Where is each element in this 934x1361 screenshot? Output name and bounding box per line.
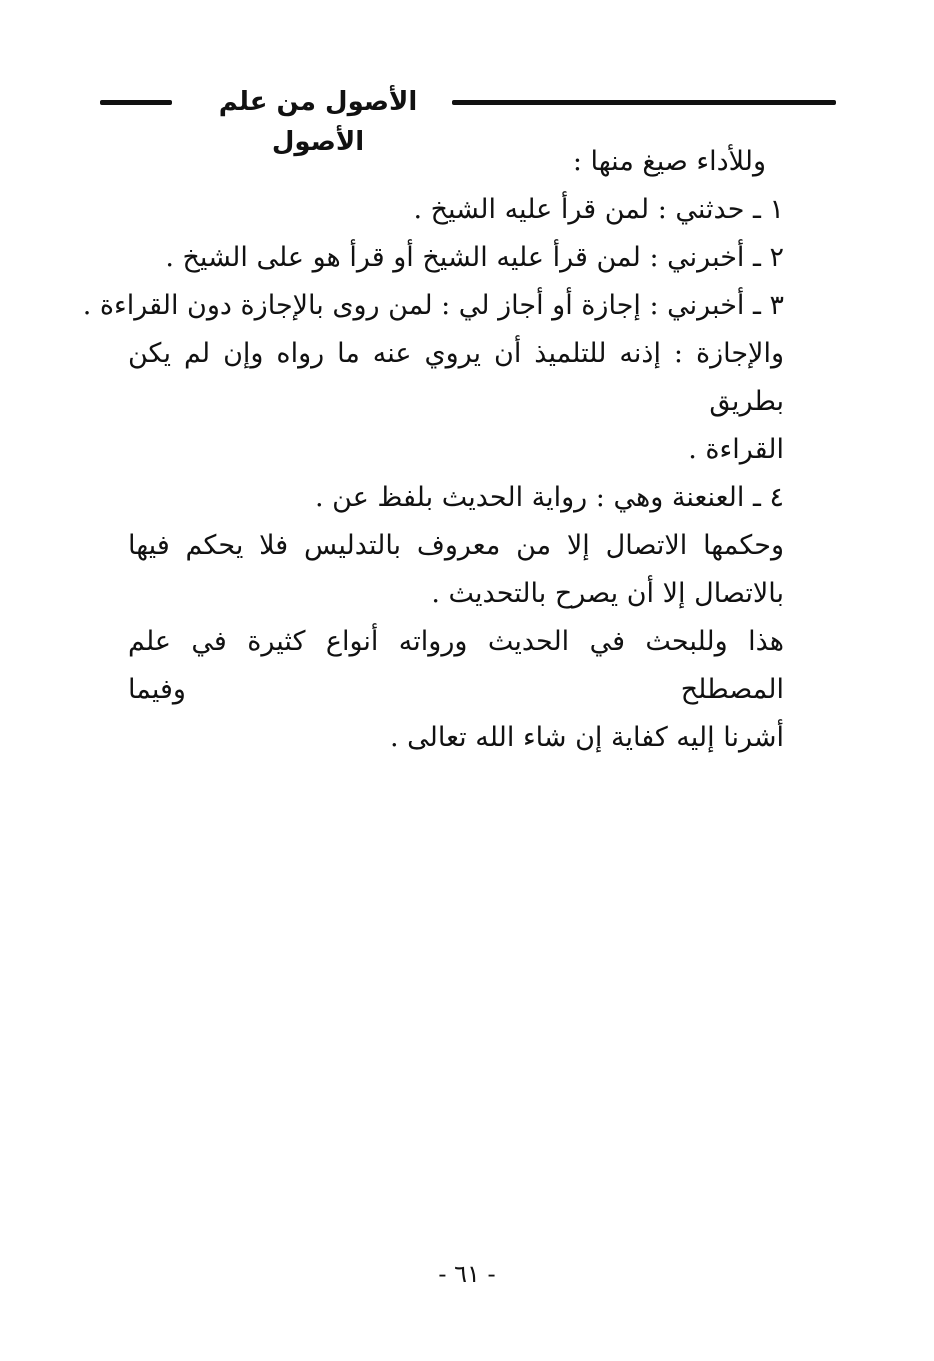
header-rule-right [452, 100, 836, 105]
list-item-3: ٣ ـ أخبرني : إجازة أو أجاز لي : لمن روى بالإجازة دون القراءة . [82, 290, 784, 321]
page-number: - ٦١ - [438, 1260, 496, 1288]
anana-ruling-cont: بالاتصال إلا أن يصرح بالتحديث . [431, 578, 784, 609]
header-rule-left [100, 100, 172, 105]
ijaza-definition: والإجازة : إذنه للتلميذ أن يروي عنه ما رواه وإن لم يكن بطريق [128, 338, 784, 417]
list-item-1: ١ ـ حدثني : لمن قرأ عليه الشيخ . [413, 194, 784, 225]
list-item-4: ٤ ـ العنعنة وهي : رواية الحديث بلفظ عن . [314, 482, 784, 513]
page-body [82, 138, 784, 762]
closing-paragraph: هذا وللبحث في الحديث ورواته أنواع كثيرة في علم المصطلح وفيما [128, 626, 784, 705]
closing-paragraph-cont: أشرنا إليه كفاية إن شاء الله تعالى . [389, 722, 784, 753]
list-item-2: ٢ ـ أخبرني : لمن قرأ عليه الشيخ أو قرأ هو على الشيخ . [165, 242, 784, 273]
ijaza-definition-cont: القراءة . [688, 434, 784, 465]
running-title: الأصول من علم الأصول [218, 87, 418, 157]
page-header [100, 82, 836, 157]
intro-line: وللأداء صيغ منها : [572, 146, 766, 177]
anana-ruling: وحكمها الاتصال إلا من معروف بالتدليس فلا يحكم فيها [128, 530, 784, 561]
